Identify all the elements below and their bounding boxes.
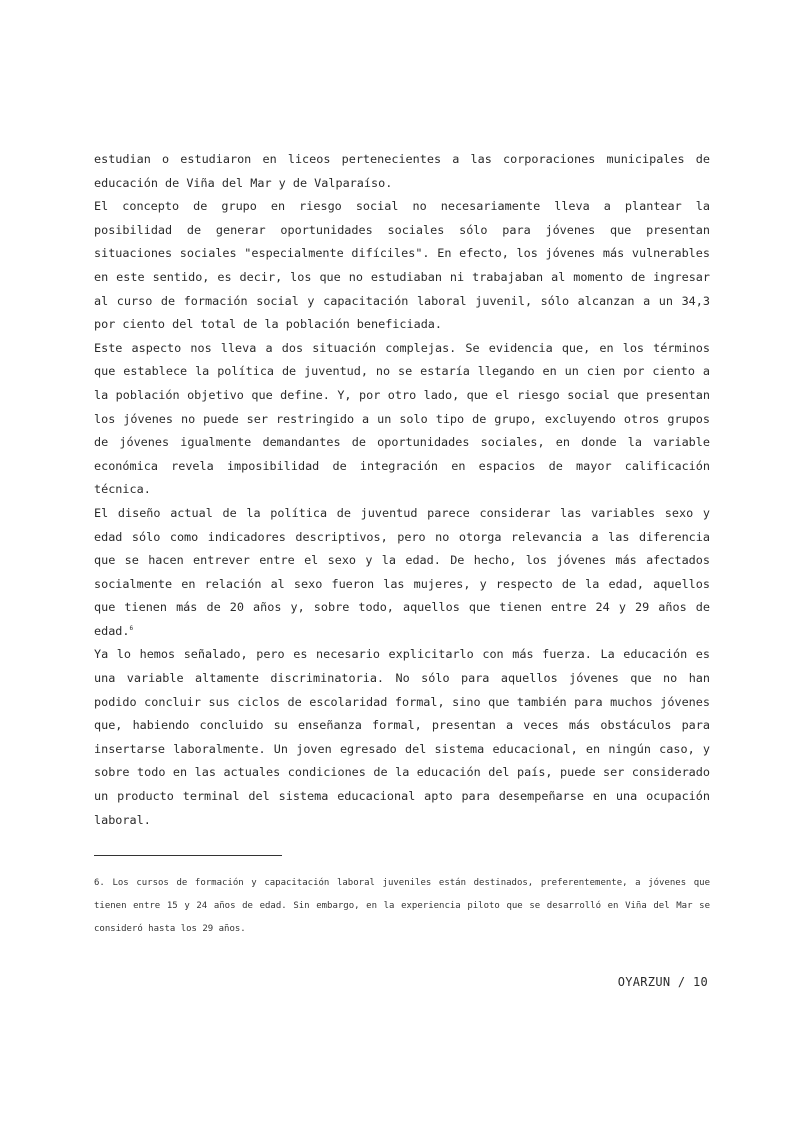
- paragraph-3: Este aspecto nos lleva a dos situación complejas. Se evidencia que, en los términos que establece la política de juventud, no se estaría llegando en un cien por ciento a la población objetivo que define. Y, por otro lado, que el riesgo social que presentan los jóvenes no puede ser restringido a un solo tipo de grupo, excluyendo otros grupos de jóvenes igualmente demandantes de oportunidades sociales, en donde la variable económica revela imposibilidad de integración en espacios de mayor calificación técnica.: [94, 340, 710, 497]
- paragraph-2: El concepto de grupo en riesgo social no necesariamente lleva a plantear la posibilidad de generar oportunidades sociales sólo para jóvenes que presentan situaciones sociales "especialmente difíciles". En efecto, los jóvenes más vulnerables en este sentido, es decir, los que no estudiaban ni trabajaban al momento de ingresar al curso de formación social y capacitación laboral juvenil, sólo alcanzan a un 34,3 por ciento del total de la población beneficiada.: [94, 199, 710, 332]
- page-footer: OYARZUN / 10: [617, 975, 708, 989]
- footnote-reference[interactable]: 6: [129, 624, 134, 632]
- footnote: 6. Los cursos de formación y capacitación laboral juveniles están destinados, preferentemente, a jóvenes que tienen entre 15 y 24 años de edad. Sin embargo, en la experiencia piloto que se desarrolló en Viña del Mar se consideró hasta los 29 años.: [94, 878, 710, 934]
- body-text: [94, 148, 710, 832]
- paragraph-4-text: El diseño actual de la política de juventud parece considerar las variables sexo y edad sólo como indicadores descriptivos, pero no otorga relevancia a las diferencia que se hacen entrever entre el sexo y la edad. De hecho, los jóvenes más afectados socialmente en relación al sexo fueron las mujeres, y respecto de la edad, aquellos que tienen más de 20 años y, sobre todo, aquellos que tienen entre 24 y 29 años de edad.: [94, 505, 710, 638]
- footnote-divider: [94, 855, 282, 856]
- paragraph-4: [94, 502, 710, 644]
- paragraph-5: Ya lo hemos señalado, pero es necesario explicitarlo con más fuerza. La educación es una variable altamente discriminatoria. No sólo para aquellos jóvenes que no han podido concluir sus ciclos de escolaridad formal, sino que también para muchos jóvenes que, habiendo concluido su enseñanza formal, presentan a veces más obstáculos para insertarse laboralmente. Un joven egresado del sistema educacional, en ningún caso, y sobre todo en las actuales condiciones de la educación del país, puede ser considerado un producto terminal del sistema educacional apto para desempeñarse en una ocupación laboral.: [94, 647, 710, 827]
- paragraph-1: estudian o estudiaron en liceos pertenecientes a las corporaciones municipales de educación de Viña del Mar y de Valparaíso.: [94, 152, 710, 190]
